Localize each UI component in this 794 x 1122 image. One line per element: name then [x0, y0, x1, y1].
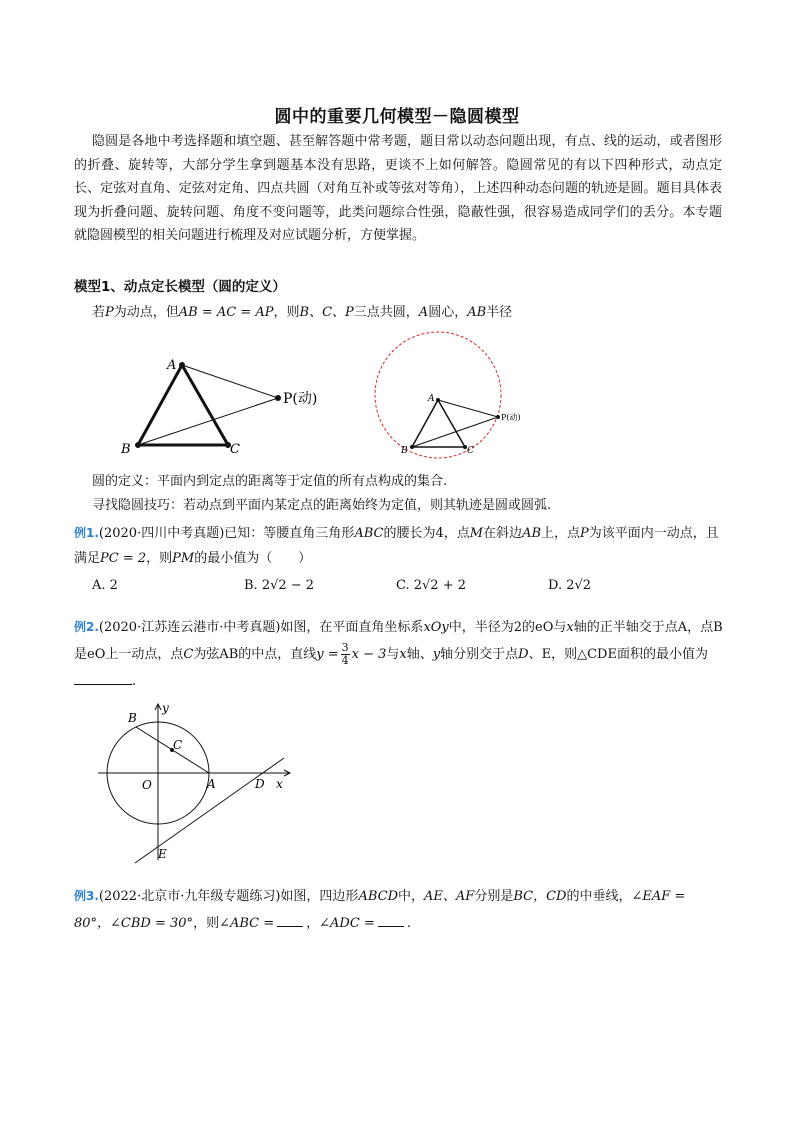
label-o: O: [142, 778, 152, 792]
option-a[interactable]: A. 2: [92, 578, 118, 593]
point-p: [496, 415, 500, 419]
point-a: [179, 362, 185, 368]
example-2-figure: [90, 700, 300, 870]
label-c: C: [467, 446, 474, 456]
intro-paragraph: 隐圆是各地中考选择题和填空题、甚至解答题中常考题，题目常以动态问题出现，有点、线的运动，或者图形的折叠、旋转等，大部分学生拿到题基本没有思路，更谈不上如何解答。隐圆常见的有以下四种形式，动点定长、定弦对直角、定弦对定角、四点共圆（对角互补或等弦对等角），上述四种动态问题的轨迹是圆。题目具体表现为折叠问题、旋转问题、角度不变问题等，此类问题综合性强，隐蔽性强，很容易造成同学们的丢分。本专题就隐圆模型的相关问题进行梳理及对应试题分析，方便掌握。: [74, 134, 722, 244]
point-b: [135, 442, 141, 448]
example-3-label: 例3.: [74, 889, 99, 903]
label-d: D: [255, 777, 265, 791]
label-p: P(动): [501, 413, 521, 422]
answer-blank-example-2[interactable]: [74, 672, 132, 685]
label-b: B: [401, 446, 408, 456]
model1-circle-figure: [370, 325, 540, 465]
label-c: C: [230, 442, 240, 457]
label-a: A: [207, 777, 216, 791]
segment-ab: [138, 365, 182, 445]
model1-triangle-figure: [110, 335, 350, 460]
model1-description: 若P为动点，但AB = AC = AP，则B、C、P三点共圆，A圆心，AB半径: [92, 305, 513, 320]
example-1-label: 例1.: [74, 526, 99, 540]
segment-ac: [182, 365, 228, 445]
label-c: C: [173, 738, 183, 752]
segment-ac: [438, 400, 465, 447]
example-2: 例2.(2020·江苏连云港市·中考真题)如图，在平面直角坐标系xOy中，半径为2的eO与x轴的正半轴交于点A，点B是eO上一动点，点C为弦AB的中点，直线y = $\frac{3}{4}$ x − 3与x轴、y轴分别交于点D、E，则△CDE面积的最小值为.: [74, 620, 723, 689]
label-b: B: [128, 711, 137, 725]
fraction-3-4: $\frac{3}{4}$: [341, 641, 349, 667]
example-3: 例3.(2022·北京市·九年级专题练习)如图，四边形ABCD中，AE、AF分别是BC，CD的中垂线，∠EAF = 80°，∠CBD = 30°，则∠ABC = ，∠ADC = .: [74, 889, 686, 931]
segment-bp: [412, 417, 498, 447]
hidden-circle-tip: 寻找隐圆技巧：若动点到平面内某定点的距离始终为定值，则其轨迹是圆或圆弧.: [92, 498, 552, 513]
example-2-label: 例2.: [74, 620, 99, 634]
circle-definition: 圆的定义：平面内到定点的距离等于定值的所有点构成的集合.: [92, 474, 448, 489]
label-e: E: [158, 847, 167, 861]
label-x: x: [276, 777, 283, 791]
point-b: [410, 445, 414, 449]
label-a: A: [428, 394, 435, 404]
label-b: B: [121, 442, 131, 457]
model1-heading: 模型1、动点定长模型（圆的定义）: [74, 279, 286, 295]
segment-ab: [412, 400, 438, 447]
option-d[interactable]: D. 2√2: [548, 578, 592, 593]
label-y: y: [162, 701, 169, 715]
page-title: 圆中的重要几何模型－隐圆模型: [274, 107, 520, 127]
option-b[interactable]: B. 2√2 − 2: [244, 578, 315, 593]
answer-blank-abc[interactable]: [277, 914, 303, 927]
label-a: A: [167, 358, 177, 373]
point-p: [275, 395, 281, 401]
example-1: 例1.(2020·四川中考真题)已知：等腰直角三角形ABC的腰长为4，点M在斜边AB上，点P为该平面内一动点，且满足PC = 2，则PM的最小值为（ ）: [74, 526, 719, 566]
option-c[interactable]: C. 2√2 + 2: [396, 578, 467, 593]
point-a: [436, 398, 440, 402]
hidden-circle: [375, 332, 501, 458]
answer-blank-adc[interactable]: [378, 914, 404, 927]
label-p: P(动): [283, 391, 318, 407]
